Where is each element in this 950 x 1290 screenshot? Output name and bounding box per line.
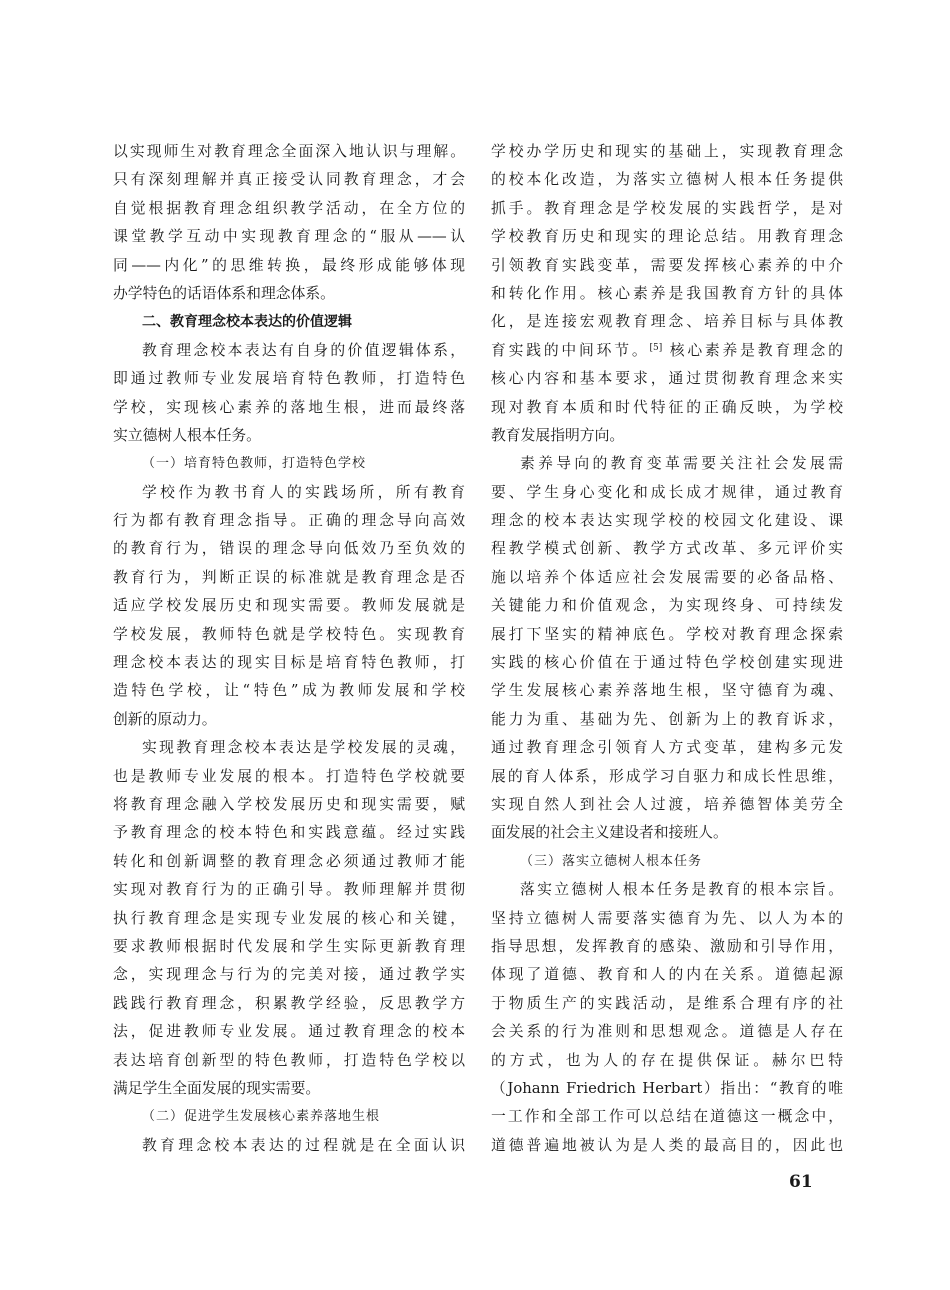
subsection-heading: （二）促进学生发展核心素养落地生根 xyxy=(142,1109,381,1125)
text-line: 转化和创新调整的教育理念必须通过教师才能 xyxy=(113,852,465,870)
text-line: 予教育理念的校本特色和实践意蕴。经过实践 xyxy=(113,824,465,842)
text-line: 实立德树人根本任务。 xyxy=(113,426,261,444)
text-line: 教育理念校本表达有自身的价值逻辑体系， xyxy=(142,341,465,359)
text-line: 程教学模式创新、教学方式改革、多元评价实 xyxy=(491,540,843,558)
text-line: 落实立德树人根本任务是教育的根本宗旨。 xyxy=(520,881,843,899)
text-line: 的校本化改造，为落实立德树人根本任务提供 xyxy=(491,171,843,189)
text-line: 于物质生产的实践活动，是维系合理有序的社 xyxy=(491,994,843,1012)
text-line: 关键能力和价值观念，为实现终身、可持续发 xyxy=(491,597,843,615)
paragraph xyxy=(113,337,465,451)
text-line: 学生发展核心素养落地生根，坚守德育为魂、 xyxy=(491,682,843,700)
paragraph xyxy=(113,1132,465,1160)
text-line: 课堂教学互动中实现教育理念的“服从——认 xyxy=(113,228,465,246)
text-line: 学校发展，教师特色就是学校特色。实现教育 xyxy=(113,625,465,643)
text-line: 法，促进教师专业发展。通过教育理念的校本 xyxy=(113,1023,465,1041)
subsection-heading: （三）落实立德树人根本任务 xyxy=(520,853,703,869)
text-line: 施以培养个体适应社会发展需要的必备品格、 xyxy=(491,568,843,586)
paragraph xyxy=(113,734,465,1103)
text-line: 适应学校发展历史和现实需要。教师发展就是 xyxy=(113,597,465,615)
text-line: 理念校本表达的现实目标是培育特色教师，打 xyxy=(113,654,465,672)
text-line: 只有深刻理解并真正接受认同教育理念，才会 xyxy=(113,171,465,189)
text-line: 同——内化”的思维转换，最终形成能够体现 xyxy=(113,256,465,274)
text-line: 能力为重、基础为先、创新为上的教育诉求， xyxy=(491,710,843,728)
paragraph-continued xyxy=(491,138,843,450)
text-line: 素养导向的教育变革需要关注社会发展需 xyxy=(520,455,843,473)
text-line: 学校，实现核心素养的落地生根，进而最终落 xyxy=(113,398,465,416)
text-line: 践践行教育理念，积累教学经验，反思教学方 xyxy=(113,994,465,1012)
text-line: 教育理念校本表达的过程就是在全面认识 xyxy=(142,1136,465,1154)
text-line: 满足学生全面发展的现实需要。 xyxy=(113,1079,321,1097)
text-line: 教育行为，判断正误的标准就是教育理念是否 xyxy=(113,568,465,586)
text-line: 实现教育理念校本表达是学校发展的灵魂， xyxy=(142,739,465,757)
text-line: 创新的原动力。 xyxy=(113,710,217,728)
text-line: 行为都有教育理念指导。正确的理念导向高效 xyxy=(113,512,465,530)
subsection-heading: （一）培育特色教师，打造特色学校 xyxy=(142,456,367,472)
text-line: 造特色学校，让“特色”成为教师发展和学校 xyxy=(113,682,465,700)
text-fragment: 育实践的中间环节。 xyxy=(491,341,650,359)
text-line: （Johann Friedrich Herbart）指出：“教育的唯 xyxy=(491,1079,843,1097)
text-line: 以实现师生对教育理念全面深入地认识与理解。 xyxy=(113,143,465,160)
text-line: 核心内容和基本要求，通过贯彻教育理念来实 xyxy=(491,370,843,388)
text-line: 念，实现理念与行为的完美对接，通过教学实 xyxy=(113,966,465,984)
text-line: 要求教师根据时代发展和学生实际更新教育理 xyxy=(113,937,465,955)
text-line: 学校教育历史和现实的理论总结。用教育理念 xyxy=(491,228,843,246)
text-line: 和转化作用。核心素养是我国教育方针的具体 xyxy=(491,284,843,302)
text-line: 实现自然人到社会人过渡，培养德智体美劳全 xyxy=(491,795,843,813)
text-line: 执行教育理念是实现专业发展的核心和关键， xyxy=(113,909,465,927)
text-line: 现对教育本质和时代特征的正确反映，为学校 xyxy=(491,398,843,416)
paragraph xyxy=(491,876,843,1160)
text-line: 展打下坚实的精神底色。学校对教育理念探索 xyxy=(491,625,843,643)
text-line: 通过教育理念引领育人方式变革，建构多元发 xyxy=(491,739,843,757)
text-line: 道德普遍地被认为是人类的最高目的，因此也 xyxy=(491,1136,843,1154)
text-line: 即通过教师专业发展培育特色教师，打造特色 xyxy=(113,370,465,388)
left-column xyxy=(113,138,465,1160)
paragraph-continued xyxy=(113,138,465,308)
section-heading: 二、教育理念校本表达的价值逻辑 xyxy=(142,314,352,331)
text-line: 也是教师专业发展的根本。打造特色学校就要 xyxy=(113,767,465,785)
text-line: 会关系的行为准则和思想观念。道德是人存在 xyxy=(491,1023,843,1041)
citation-marker: [5] xyxy=(649,342,663,353)
text-line: 办学特色的话语体系和理念体系。 xyxy=(113,284,335,302)
text-line: 实践的核心价值在于通过特色学校创建实现进 xyxy=(491,654,843,672)
text-line: 面发展的社会主义建设者和接班人。 xyxy=(491,824,728,842)
text-line: 学校办学历史和现实的基础上，实现教育理念 xyxy=(491,143,843,160)
text-line: 实现对教育行为的正确引导。教师理解并贯彻 xyxy=(113,881,465,899)
text-line: 坚持立德树人需要落实德育为先、以人为本的 xyxy=(491,909,843,927)
paragraph xyxy=(113,479,465,735)
text-line: 一工作和全部工作可以总结在道德这一概念中， xyxy=(491,1108,843,1126)
text-line: 化，是连接宏观教育理念、培养目标与具体教 xyxy=(491,313,843,331)
right-column xyxy=(491,138,843,1160)
text-line: 指导思想，发挥教育的感染、激励和引导作用， xyxy=(491,937,843,955)
text-line-with-citation xyxy=(491,337,843,365)
text-line: 引领教育实践变革，需要发挥核心素养的中介 xyxy=(491,256,843,274)
text-line: 的教育行为，错误的理念导向低效乃至负效的 xyxy=(113,540,465,558)
text-line: 教育发展指明方向。 xyxy=(491,426,625,444)
text-line: 学校作为教书育人的实践场所，所有教育 xyxy=(142,483,465,501)
text-line: 将教育理念融入学校发展历史和现实需要，赋 xyxy=(113,795,465,813)
text-line: 表达培育创新型的特色教师，打造特色学校以 xyxy=(113,1051,465,1069)
text-line: 自觉根据教育理念组织教学活动，在全方位的 xyxy=(113,199,465,217)
text-line: 理念的校本表达实现学校的校园文化建设、课 xyxy=(491,512,843,530)
text-line: 要、学生身心变化和成长成才规律，通过教育 xyxy=(491,483,843,501)
text-line: 展的育人体系，形成学习自驱力和成长性思维， xyxy=(491,767,843,785)
text-line: 体现了道德、教育和人的内在关系。道德起源 xyxy=(491,966,843,984)
page-number: 61 xyxy=(789,1172,813,1192)
text-fragment: 核心素养是教育理念的 xyxy=(669,341,843,359)
paragraph xyxy=(491,450,843,847)
text-line: 抓手。教育理念是学校发展的实践哲学，是对 xyxy=(491,199,843,217)
text-line: 的方式，也为人的存在提供保证。赫尔巴特 xyxy=(491,1051,843,1069)
